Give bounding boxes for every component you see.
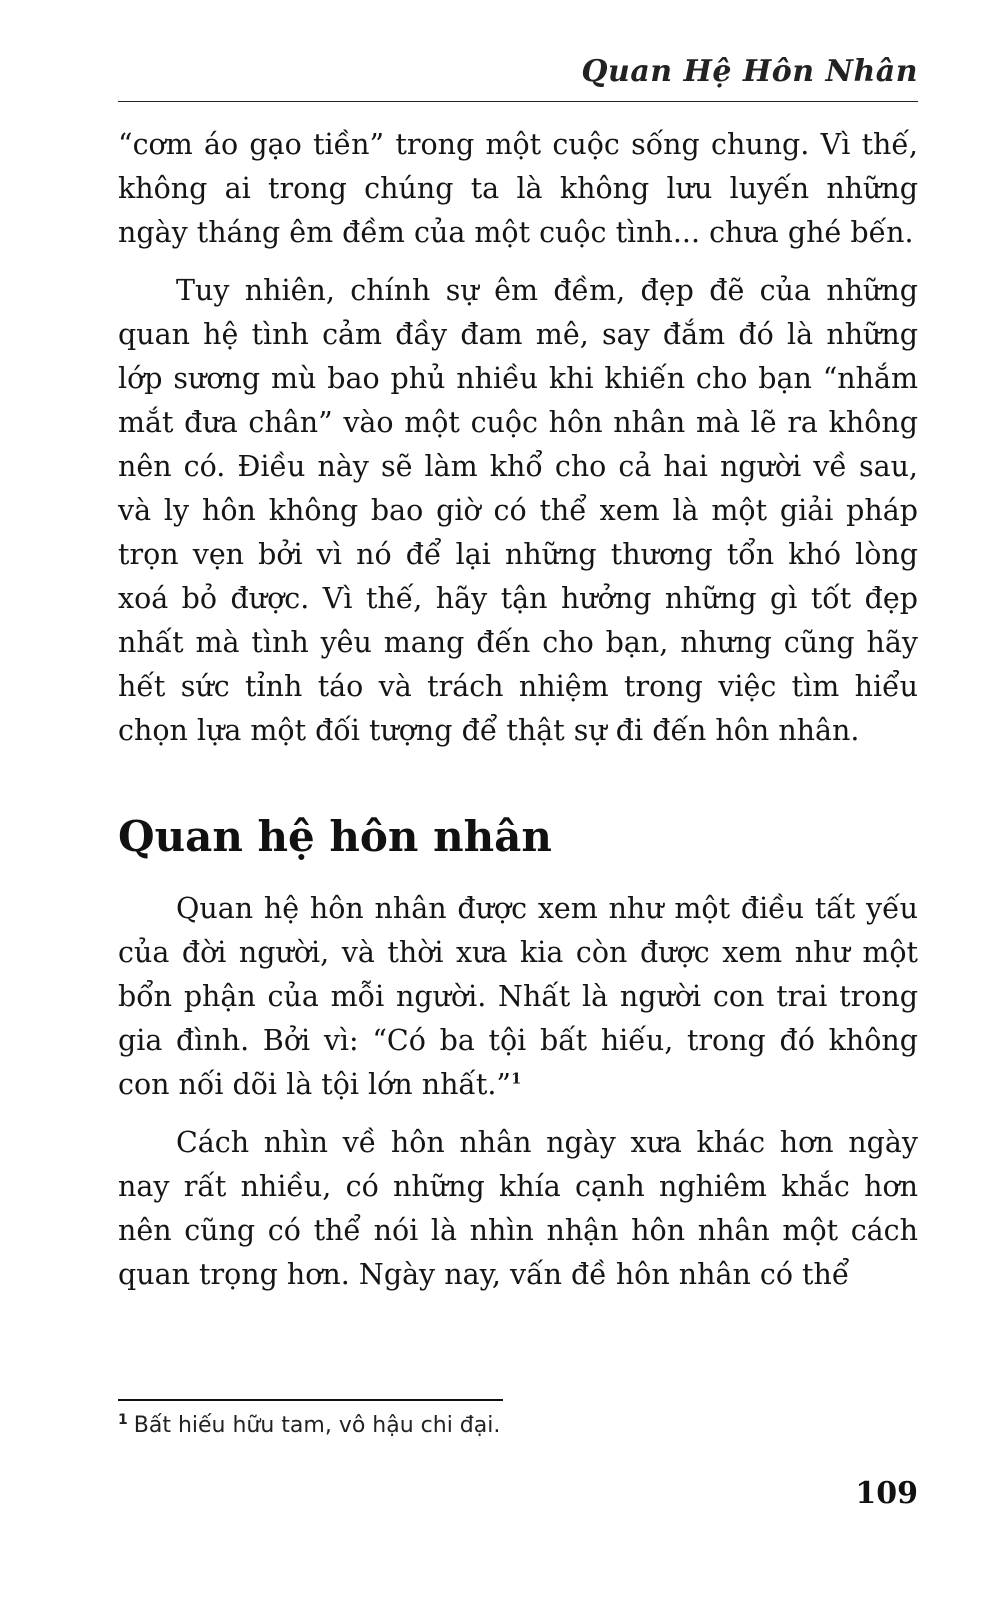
page-number: 109 — [855, 1476, 918, 1511]
running-header-title: Quan Hệ Hôn Nhân — [581, 54, 918, 89]
paragraph-text: Quan hệ hôn nhân được xem như một điều tất yếu của đời người, và thời xưa kia còn được xem như một bổn phận của mỗi người. Nhất là người con trai trong gia đình. Bởi vì: “Có ba tội bất hiếu, trong đó không con nối dõi là tội lớn nhất.” — [118, 892, 918, 1101]
footnote-text: Bất hiếu hữu tam, vô hậu chi đại. — [133, 1413, 501, 1438]
page-body — [118, 123, 918, 1297]
paragraph-with-footnote — [118, 887, 918, 1107]
section-heading: Quan hệ hôn nhân — [118, 812, 552, 861]
footnote-reference[interactable]: 1 — [510, 1069, 522, 1088]
footnote — [118, 1410, 918, 1442]
paragraph-continues-next-page: Cách nhìn về hôn nhân ngày xưa khác hơn ngày nay rất nhiều, có những khía cạnh nghiêm khắc hơn nên cũng có thể nói là nhìn nhận hôn nhân một cách quan trọng hơn. Ngày nay, vấn đề hôn nhân có thể — [118, 1126, 918, 1291]
paragraph-continued: “cơm áo gạo tiền” trong một cuộc sống chung. Vì thế, không ai trong chúng ta là không lưu luyến những ngày tháng êm đềm của một cuộc tình... chưa ghé bến. — [118, 128, 918, 249]
header-divider — [118, 101, 918, 102]
footnote-divider — [118, 1399, 503, 1401]
paragraph: Tuy nhiên, chính sự êm đềm, đẹp đẽ của những quan hệ tình cảm đầy đam mê, say đắm đó là những lớp sương mù bao phủ nhiều khi khiến cho bạn “nhắm mắt đưa chân” vào một cuộc hôn nhân mà lẽ ra không nên có. Điều này sẽ làm khổ cho cả hai người về sau, và ly hôn không bao giờ có thể xem là một giải pháp trọn vẹn bởi vì nó để lại những thương tổn khó lòng xoá bỏ được. Vì thế, hãy tận hưởng những gì tốt đẹp nhất mà tình yêu mang đến cho bạn, nhưng cũng hãy hết sức tỉnh táo và trách nhiệm trong việc tìm hiểu chọn lựa một đối tượng để thật sự đi đến hôn nhân. — [118, 274, 918, 747]
footnote-number: 1 — [118, 1411, 128, 1428]
